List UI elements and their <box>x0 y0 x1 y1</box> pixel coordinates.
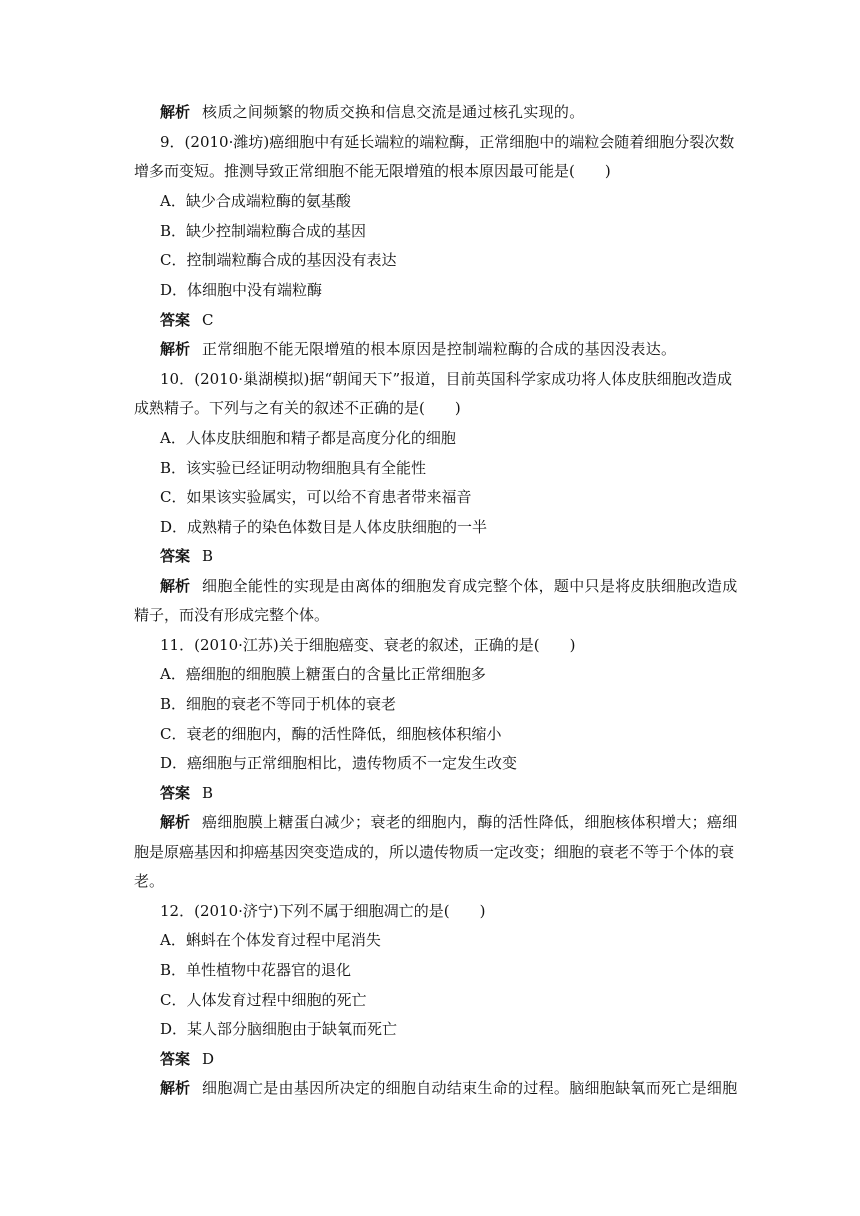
analysis-label: 解析 <box>160 813 191 831</box>
option-c: C．衰老的细胞内，酶的活性降低，细胞核体积缩小 <box>160 725 502 743</box>
analysis-continuation: 胞是原癌基因和抑癌基因突变造成的，所以遗传物质一定改变；细胞的衰老不等于个体的衰 <box>134 843 735 861</box>
answer-label: 答案 <box>160 1050 191 1068</box>
analysis-text: 细胞凋亡是由基因所决定的细胞自动结束生命的过程。脑细胞缺氧而死亡是细胞 <box>202 1079 738 1097</box>
option-b: B．缺少控制端粒酶合成的基因 <box>160 222 367 240</box>
analysis-line <box>160 1077 738 1099</box>
analysis-label: 解析 <box>160 577 191 595</box>
answer-line <box>160 545 732 567</box>
option-c: C．控制端粒酶合成的基因没有表达 <box>160 251 397 269</box>
answer-line <box>160 309 732 331</box>
analysis-text: 正常细胞不能无限增殖的根本原因是控制端粒酶的合成的基因没表达。 <box>202 340 677 358</box>
option-d: D．体细胞中没有端粒酶 <box>160 281 323 299</box>
option-d: D．癌细胞与正常细胞相比，遗传物质不一定发生改变 <box>160 754 518 772</box>
answer-value: C <box>202 311 214 329</box>
answer-value: B <box>202 547 214 565</box>
answer-value: B <box>202 784 214 802</box>
answer-label: 答案 <box>160 311 191 329</box>
analysis-continuation: 精子，而没有形成完整个体。 <box>134 606 330 624</box>
option-b: B．该实验已经证明动物细胞具有全能性 <box>160 459 427 477</box>
analysis-line <box>160 811 738 833</box>
analysis-text: 核质之间频繁的物质交换和信息交流是通过核孔实现的。 <box>202 103 585 121</box>
option-d: D．某人部分脑细胞由于缺氧而死亡 <box>160 1020 398 1038</box>
analysis-label: 解析 <box>160 1079 191 1097</box>
answer-label: 答案 <box>160 547 191 565</box>
question-stem: 增多而变短。推测导致正常细胞不能无限增殖的根本原因最可能是( ) <box>134 162 611 180</box>
option-a: A．蝌蚪在个体发育过程中尾消失 <box>160 931 381 949</box>
question-stem: 10．(2010·巢湖模拟)据“朝闻天下”报道，目前英国科学家成功将人体皮肤细胞改造成 <box>160 370 732 388</box>
analysis-text: 癌细胞膜上糖蛋白减少；衰老的细胞内，酶的活性降低，细胞核体积增大；癌细 <box>202 813 738 831</box>
analysis-label: 解析 <box>160 103 191 121</box>
analysis-continuation: 老。 <box>134 872 165 890</box>
analysis-line <box>160 575 738 597</box>
option-d: D．成熟精子的染色体数目是人体皮肤细胞的一半 <box>160 518 488 536</box>
analysis-line <box>160 338 732 360</box>
answer-line <box>160 782 732 804</box>
question-stem: 12．(2010·济宁)下列不属于细胞凋亡的是( ) <box>160 902 486 920</box>
analysis-label: 解析 <box>160 340 191 358</box>
option-c: C．如果该实验属实，可以给不育患者带来福音 <box>160 488 472 506</box>
option-a: A．人体皮肤细胞和精子都是高度分化的细胞 <box>160 429 456 447</box>
question-stem: 成熟精子。下列与之有关的叙述不正确的是( ) <box>134 399 461 417</box>
option-a: A．缺少合成端粒酶的氨基酸 <box>160 192 351 210</box>
answer-line <box>160 1048 732 1070</box>
answer-value: D <box>202 1050 215 1068</box>
option-a: A．癌细胞的细胞膜上糖蛋白的含量比正常细胞多 <box>160 665 486 683</box>
question-stem: 11．(2010·江苏)关于细胞癌变、衰老的叙述，正确的是( ) <box>160 636 576 654</box>
option-b: B．单性植物中花器官的退化 <box>160 961 352 979</box>
question-stem: 9．(2010·潍坊)癌细胞中有延长端粒的端粒酶，正常细胞中的端粒会随着细胞分裂次数 <box>160 133 735 151</box>
option-b: B．细胞的衰老不等同于机体的衰老 <box>160 695 397 713</box>
analysis-line <box>160 101 732 123</box>
answer-label: 答案 <box>160 784 191 802</box>
analysis-text: 细胞全能性的实现是由离体的细胞发育成完整个体，题中只是将皮肤细胞改造成 <box>202 577 738 595</box>
option-c: C．人体发育过程中细胞的死亡 <box>160 991 367 1009</box>
